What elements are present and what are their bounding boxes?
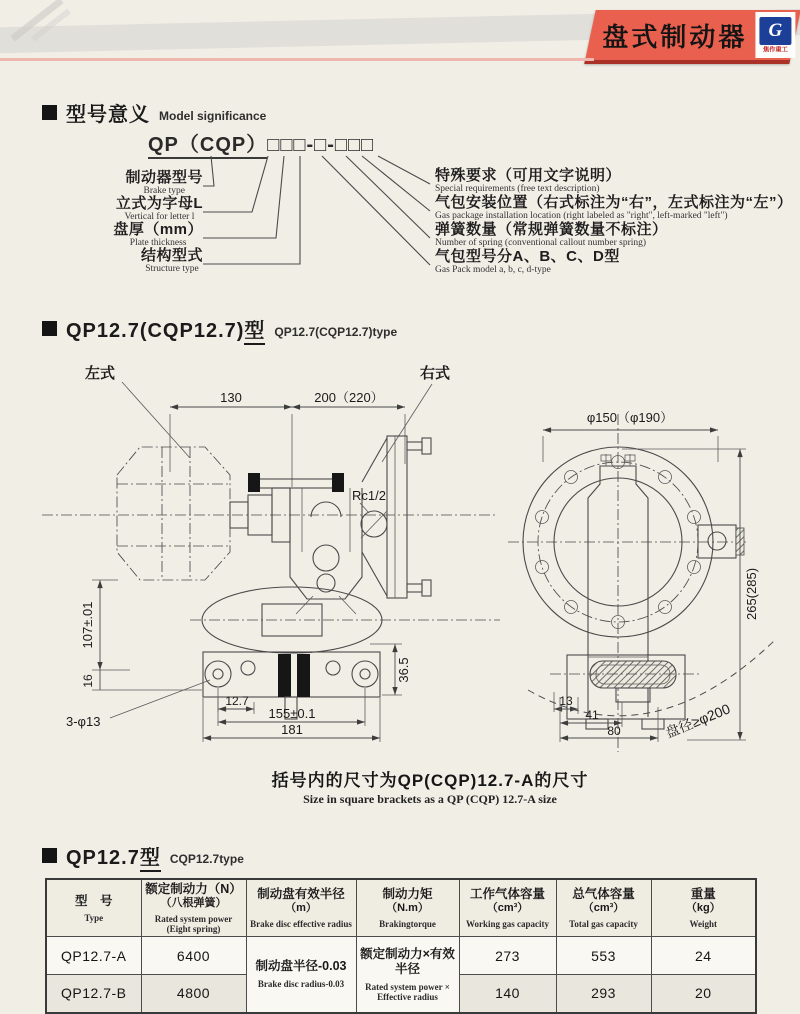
drawing-caption [170, 766, 690, 807]
logo-bird-icon: G [759, 17, 791, 45]
dim-36-5: 36.5 [396, 657, 411, 683]
dim-41: 41 [585, 708, 599, 722]
label-special-requirements: 特殊要求（可用文字说明） Special requirements (free text description) [435, 167, 622, 194]
table-header-row [46, 879, 756, 937]
label-spring-number: 弹簧数量（常规弹簧数量不标注） Number of spring (conventional callout number spring) [435, 221, 668, 248]
front-view-drawing [508, 410, 775, 752]
banner-underline [0, 58, 594, 61]
label-vertical-letter: 立式为字母L Vertical for letter l [115, 195, 203, 222]
page-banner [584, 10, 800, 64]
col-effective-radius: 制动盘有效半径 （m） Brake disc effective radius [246, 879, 356, 937]
dim-phi150: φ150（φ190） [586, 410, 674, 425]
cell-radius-merged: 制动盘半径-0.03 Brake disc radius-0.03 [246, 937, 356, 1013]
col-working-gas: 工作气体容量 （cm³） Working gas capacity [459, 879, 556, 937]
technical-drawing [30, 352, 780, 772]
company-logo [755, 12, 795, 58]
section-square-icon [42, 321, 57, 336]
dim-107: 107±.01 [80, 601, 95, 649]
section2-title-en: QP12.7(CQP12.7)type [274, 324, 398, 339]
cell-type-a: QP12.7-A [46, 937, 141, 975]
dim-181: 181 [281, 722, 303, 737]
side-view-drawing [42, 364, 500, 742]
dim-16: 16 [81, 674, 95, 688]
dim-3-phi13: 3-φ13 [66, 714, 101, 729]
cell-total-b: 293 [556, 975, 651, 1013]
section3-title-en: CQP12.7type [169, 851, 244, 866]
model-code-boxes: □□□-□-□□□ [267, 134, 375, 156]
dim-130: 130 [220, 390, 242, 405]
table-section-heading [42, 841, 244, 870]
section2-title-cn: QP12.7(CQP12.7)型 [66, 314, 265, 343]
dim-200-220: 200（220） [314, 390, 384, 405]
dim-80: 80 [607, 724, 621, 738]
spec-table [45, 878, 757, 1014]
dim-13: 13 [559, 694, 573, 708]
section-square-icon [42, 105, 57, 120]
label-gas-package-location: 气包安装位置（右式标注为“右”，左式标注为“左”） Gas package installation location (right labeled as "right", left-marked "left") [435, 194, 793, 221]
label-plate-thickness: 盘厚（mm） Plate thickness [113, 221, 203, 248]
col-braking-torque: 制动力矩 （N.m） Brakingtorque [356, 879, 459, 937]
disc-diameter-note: 盘径≥φ200 [663, 700, 733, 741]
dim-12-7: 12.7 [225, 694, 249, 708]
section1-title-cn: 型号意义 [66, 104, 150, 126]
page-title: 盘式制动器 [602, 21, 748, 52]
section1-title-en: Model significance [159, 108, 267, 123]
caption-cn: 括号内的尺寸为QP(CQP)12.7-A的尺寸 [271, 771, 589, 790]
dim-155: 155±0.1 [268, 706, 316, 721]
cell-force-a: 6400 [141, 937, 246, 975]
cell-torque-merged: 额定制动力×有效半径 Rated system power × Effective radius [356, 937, 459, 1013]
section3-title-cn: QP12.7型 [66, 841, 161, 870]
label-gas-pack-model: 气包型号分A、B、C、D型 Gas Pack model a, b, c, d-type [435, 248, 620, 275]
cell-type-b: QP12.7-B [46, 975, 141, 1013]
cell-total-a: 553 [556, 937, 651, 975]
right-type-label: 右式 [420, 365, 451, 382]
col-type: 型 号 Type [46, 879, 141, 937]
label-structure-type: 结构型式 Structure type [140, 247, 203, 274]
dim-265: 265(285) [744, 567, 759, 621]
model-significance-heading [42, 98, 266, 127]
cell-weight-a: 24 [651, 937, 756, 975]
drawing-section-heading [42, 314, 397, 343]
col-weight: 重量 （kg） Weight [651, 879, 756, 937]
section-square-icon [42, 848, 57, 863]
col-rated-force: 额定制动力（N） （八根弹簧） Rated system power (Eight spring) [141, 879, 246, 937]
logo-company-name: 焦作重工 [762, 45, 788, 53]
table-row [46, 937, 756, 975]
col-total-gas: 总气体容量 （cm³） Total gas capacity [556, 879, 651, 937]
cell-working-b: 140 [459, 975, 556, 1013]
label-brake-type: 制动器型号 Brake type [125, 169, 203, 196]
cell-working-a: 273 [459, 937, 556, 975]
rc-port-label: Rc1/2 [352, 488, 386, 503]
left-type-label: 左式 [85, 365, 116, 382]
cell-weight-b: 20 [651, 975, 756, 1013]
model-code-prefix: QP（CQP） [148, 134, 267, 159]
cell-force-b: 4800 [141, 975, 246, 1013]
caption-en: Size in square brackets as a QP (CQP) 12.7-A size [303, 792, 557, 806]
